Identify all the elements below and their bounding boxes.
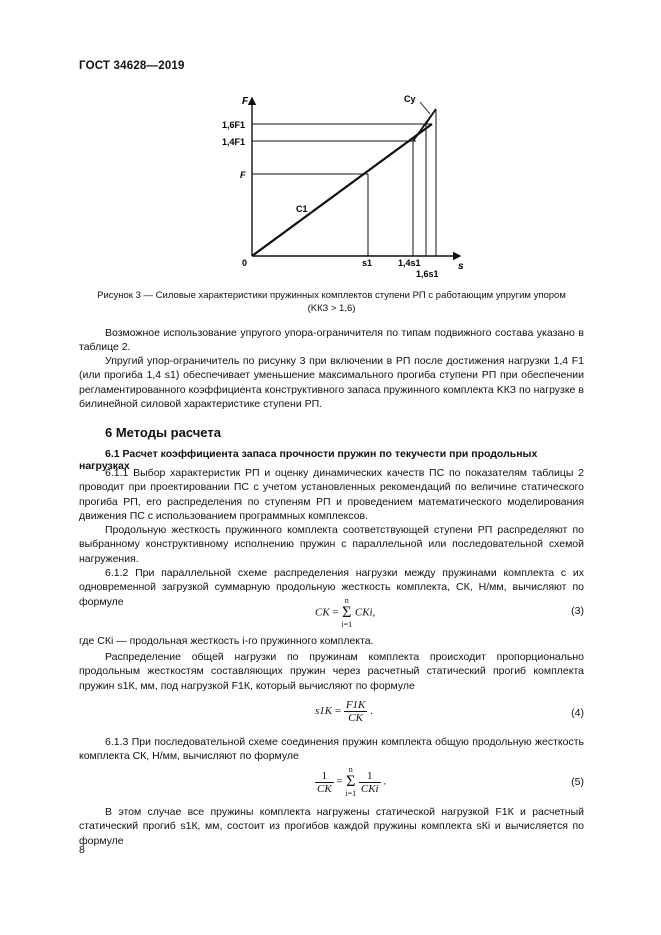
- paragraph-series: В этом случае все пружины комплекта нагружены статической нагрузкой F1К и расчетный статический прогиб s1К, мм, состоит из прогибов каждой пружины комплекта sКi и вычисляется по формуле: [79, 806, 584, 847]
- eq3-rhs: CКi,: [354, 606, 376, 619]
- equation-5-number: (5): [571, 776, 584, 788]
- paragraph-6-1-1: 6.1.1 Выбор характеристик РП и оценку динамических качеств ПС по показателям таблицы 2 проводит при проектировании ПС с учетом установленных рекомендаций по величине статического прогиба РП, его распределения по ступеням РП и проведением математического моделирования движения ПС с использованием программных комплексов.: [79, 467, 584, 523]
- curve-label-cy: Cy: [404, 94, 416, 104]
- equation-3-number: (3): [571, 605, 584, 617]
- eq3-sum: n Σ i=1: [341, 596, 353, 629]
- tick-label-1-4s1: 1,4s1: [398, 258, 421, 268]
- force-characteristic-figure: [200, 88, 490, 280]
- leader-cy: [420, 102, 430, 114]
- x-axis-label: s: [458, 261, 464, 272]
- eq3-lhs: CК: [315, 606, 330, 619]
- eq5-sum: n Σ i=1: [345, 765, 357, 798]
- document-header: ГОСТ 34628—2019: [79, 60, 185, 72]
- tick-label-1-4F1: 1,4F1: [222, 137, 246, 147]
- origin-label: 0: [242, 258, 248, 268]
- tick-label-F: F: [240, 170, 246, 180]
- paragraph-2: Упругий упор-ограничитель по рисунку 3 при включении в РП после достижения нагрузки 1,4 F1 (или прогиба 1,4 s1) обеспечивает уменьшение максимального прогиба ступени РП при обеспечении регламентированного коэффициента конструктивного запаса пружинного комплекта KКЗ по нагрузке в билинейной силовой характеристике ступени РП.: [79, 355, 584, 411]
- paragraph-where: где CКi — продольная жесткость i-го пружинного комплекта.: [79, 635, 374, 647]
- curve-label-c1: C1: [296, 204, 308, 214]
- eq5-lhs-fraction: $\frac{1}{CК}$: [317, 769, 332, 795]
- equation-3: CК = n Σ i=1 CКi, (3): [315, 596, 584, 629]
- figure-caption-line-1: Рисунок 3 — Силовые характеристики пружинных комплектов ступени РП с работающим упругим упором: [97, 290, 566, 301]
- section-heading: 6 Методы расчета: [105, 425, 221, 440]
- eq4-fraction: $\frac{F1К}{CК}$: [345, 699, 366, 724]
- eq4-lhs: s1К: [315, 705, 333, 718]
- page-number: 8: [79, 844, 85, 856]
- paragraph-6-1-2: 6.1.2 При параллельной схеме распределения нагрузки между пружинами комплекта с их одновременной загрузкой суммарную продольную жесткость комплекта, CК, Н/мм, вычисляют по формуле: [79, 567, 584, 608]
- figure-caption-line-2: (KКЗ > 1,6): [307, 303, 356, 314]
- paragraph-distribution: Распределение общей нагрузки по пружинам комплекта происходит пропорционально продольным жесткостям составляющих пружин через расчетный статический прогиб комплекта пружин s1К, мм, под нагрузкой F1К, который вычисляют по формуле: [79, 651, 584, 692]
- equation-5: $\frac{1}{CК}$ = n Σ i=1 $\frac{1}{\text{CКi}}$ . (5): [317, 765, 584, 798]
- figure-caption: [79, 289, 584, 315]
- paragraph-1: Возможное использование упругого упора-ограничителя по типам подвижного состава указано в таблице 2.: [79, 327, 584, 354]
- curve-c1: [252, 124, 432, 256]
- tick-label-1-6s1: 1,6s1: [416, 269, 439, 279]
- subsection-heading: 6.1 Расчет коэффициента запаса прочности пружин по текучести при продольных нагрузках: [79, 448, 538, 472]
- paragraph-6-1-3: 6.1.3 При последовательной схеме соединения пружин комплекта общую продольную жесткость комплекта CК, Н/мм, вычисляют по формуле: [79, 736, 584, 763]
- paragraph-stiffness: Продольную жесткость пружинного комплекта соответствующей ступени РП распределяют по выбранному конструктивному исполнению пружин с параллельной или последовательной схемой нагружения.: [79, 524, 584, 565]
- eq5-rhs-fraction: $\frac{1}{\text{CКi}}$: [360, 769, 379, 795]
- y-axis-label: F: [242, 96, 249, 107]
- equation-4: s1К = $\frac{F1К}{CК}$ . (4): [315, 699, 584, 724]
- tick-label-s1: s1: [362, 258, 373, 268]
- tick-label-1-6F1: 1,6F1: [222, 120, 246, 130]
- equation-4-number: (4): [571, 707, 584, 719]
